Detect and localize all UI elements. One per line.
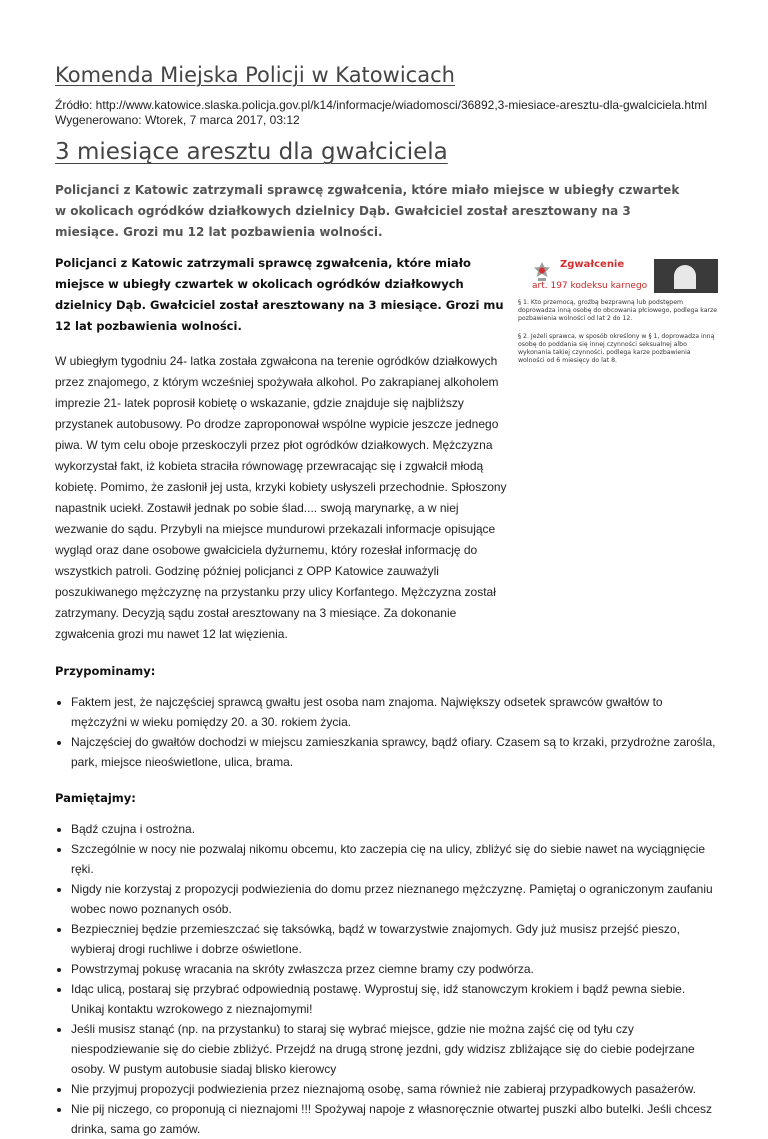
article-content — [55, 251, 718, 1139]
police-badge-icon — [532, 261, 552, 283]
list-item: • Bądź czujna i ostrożna. — [71, 819, 719, 839]
list-item: • Szczególnie w nocy nie pozwalaj nikomu obcemu, kto zaczepia cię na ulicy, zbliżyć się do siebie nawet na wyciągnięcie ręki. — [71, 839, 719, 879]
article-figure — [518, 259, 718, 372]
section-reminder-heading: Przypominamy: — [55, 664, 156, 678]
figure-subtitle: art. 197 kodeksu karnego — [532, 281, 648, 291]
article-lead: Policjanci z Katowic zatrzymali sprawcę zgwałcenia, które miało miejsce w ubiegły czwartek w okolicach ogródków działkowych dzielnicy Dąb. Gwałciciel został aresztowany na 3 miesiące. Grozi mu 12 lat pozbawienia wolności. — [55, 183, 680, 239]
figure-title: Zgwałcenie — [560, 259, 625, 270]
article-body: W ubiegłym tygodniu 24- latka została zgwałcona na terenie ogródków działkowych przez znajomego, z którym wcześniej spożywała alkohol. Po zakrapianej alkoholem imprezie 21- latek poprosił kobietę o wskazanie, gdzie znajduje się najbliższy przystanek autobusowy. Po drodze zaproponował wspólne wypicie jeszcze jednego piwa. W tym celu oboje przeskoczyli przez płot ogródków działkowych. Mężczyzna wykorzystał fakt, iż kobieta straciła równowagę przewracając się i zgwałcił młodą kobietę. Pomimo, że zasłonił jej usta, krzyki kobiety usłyszeli przechodnie. Spłoszony napastnik uciekł. Zostawił jednak po sobie ślad.... swoją marynarkę, a w niej wezwanie do sądu. Przybyli na miejsce mundurowi przekazali informacje opisujące wygląd oraz dane osobowe gwałciciela dyżurnemu, który rozesłał informację do wszystkich patroli. Godzinę później policjanci z OPP Katowice zauważyli poszukiwanego mężczyznę na przystanku przy ulicy Korfantego. Mężczyzna został zatrzymany. Decyzją sądu został aresztowany na 3 miesiące. Za dokonanie zgwałcenia grozi mu nawet 12 lat więzienia. — [55, 354, 507, 641]
list-item: • Nie pij niczego, co proponują ci nieznajomi !!! Spożywaj napoje z własnoręcznie otwartej puszki albo butelki. Jeśli chcesz drinka, sama go zamów. — [71, 1099, 719, 1139]
generated-date: Wygenerowano: Wtorek, 7 marca 2017, 03:12 — [55, 113, 300, 127]
figure-paragraph-2: § 2. Jeżeli sprawca, w sposób określony w § 1, doprowadza inną osobę do poddania się innej czynności seksualnej albo wykonania takiej czynności, podlega karze pozbawienia wolności od 6 miesięcy do lat 8. — [518, 333, 715, 364]
list-item: • Nie przyjmuj propozycji podwiezienia przez nieznajomą osobę, sama również nie zabieraj przypadkowych pasażerów. — [71, 1079, 719, 1099]
list-item: • Bezpieczniej będzie przemieszczać się taksówką, bądź w towarzystwie znajomych. Gdy już musisz przejść pieszo, wybieraj drogi ruchliwe i dobrze oświetlone. — [71, 919, 719, 959]
list-item: • Idąc ulicą, postaraj się przybrać odpowiednią postawę. Wyprostuj się, idź stanowczym krokiem i bądź pewna siebie. Unikaj kontaktu wzrokowego z nieznajomymi! — [71, 979, 719, 1019]
list-item: • Faktem jest, że najczęściej sprawcą gwałtu jest osoba nam znajoma. Największy odsetek sprawców gwałtów to mężczyźni w wieku pomiędzy 20. a 30. rokiem życia. — [71, 692, 719, 732]
article-title[interactable]: 3 miesiące aresztu dla gwałciciela — [55, 139, 448, 165]
source-url: Źródło: http://www.katowice.slaska.policja.gov.pl/k14/informacje/wiadomosci/36892,3-miesiace-aresztu-dla-gwalciciela.html — [55, 98, 708, 112]
site-title[interactable]: Komenda Miejska Policji w Katowicach — [55, 63, 455, 87]
list-item: • Nigdy nie korzystaj z propozycji podwiezienia do domu przez nieznanego mężczyznę. Pamiętaj o ograniczonym zaufaniu wobec nowo poznanych osób. — [71, 879, 719, 919]
list-item: • Jeśli musisz stanąć (np. na przystanku) to staraj się wybrać miejsce, gdzie nie można zajść cię od tyłu czy niespodziewanie się do ciebie zbliżyć. Przejdź na drugą stronę jezdni, gdy widzisz zbliżające się do ciebie podejrzane osoby. W pustym autobusie siadaj blisko kierowcy — [71, 1019, 719, 1079]
remember-list — [55, 819, 719, 1139]
list-item: • Powstrzymaj pokusę wracania na skróty zwłaszcza przez ciemne bramy czy podwórza. — [71, 959, 719, 979]
meta-info — [55, 98, 718, 128]
reminder-list — [55, 692, 719, 772]
article-intro: Policjanci z Katowic zatrzymali sprawcę zgwałcenia, które miało miejsce w ubiegły czwartek w okolicach ogródków działkowych dzielnicy Dąb. Gwałciciel został aresztowany na 3 miesiące. Grozi mu 12 lat pozbawienia wolności. — [55, 256, 504, 333]
tunnel-image — [654, 259, 718, 293]
figure-paragraph-1: § 1. Kto przemocą, groźbą bezprawną lub podstępem doprowadza inną osobę do obcowania płciowego, podlega karze pozbawienia wolności od lat 2 do 12. — [518, 299, 718, 322]
list-item: • Najczęściej do gwałtów dochodzi w miejscu zamieszkania sprawcy, bądź ofiary. Czasem są to krzaki, przydrożne zarośla, park, miejsce nieoświetlone, ulica, brama. — [71, 732, 719, 772]
section-remember-heading: Pamiętajmy: — [55, 791, 136, 805]
